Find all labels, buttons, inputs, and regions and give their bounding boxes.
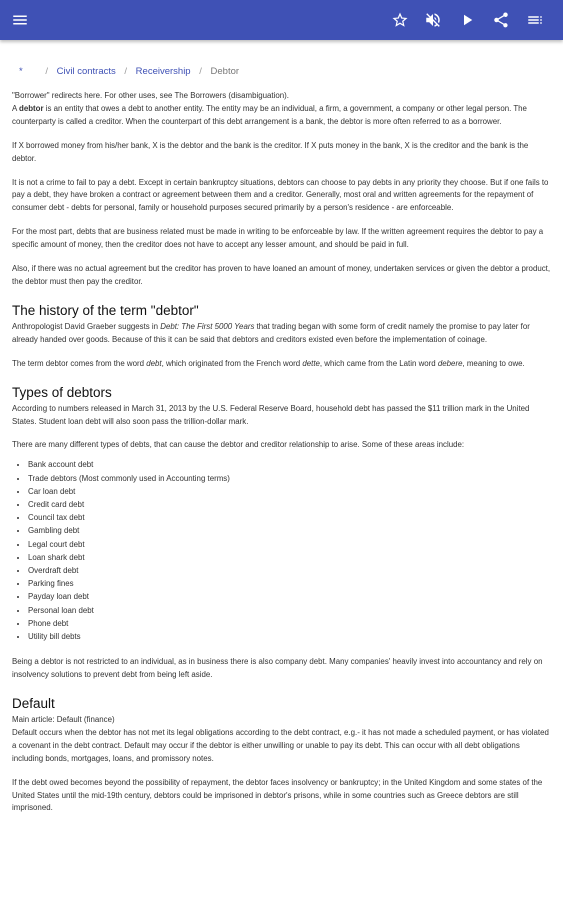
list-item: • Credit card debt — [28, 498, 552, 511]
list-item: • Phone debt — [28, 617, 552, 630]
breadcrumb-separator: / — [124, 66, 128, 77]
intro-term: debtor — [19, 103, 44, 113]
toc-icon[interactable] — [523, 8, 547, 32]
breadcrumb — [19, 66, 239, 77]
paragraph: Default occurs when the debtor has not met its legal obligations according to the debt contract, e.g.- it has not made a scheduled payment, or has violated a covenant in the debt contract. Default may occur if the debtor is either unwilling or unable to pay its debt. This can occur with all debt obligations including bonds, mortgages, loans, and promissory notes. — [12, 727, 549, 763]
list-item: • Trade debtors (Most commonly used in Accounting terms) — [28, 472, 552, 485]
list-item: • Payday loan debt — [28, 590, 552, 603]
list-item: • Parking fines — [28, 577, 552, 590]
mute-icon[interactable] — [421, 8, 445, 32]
list-item: • Personal loan debt — [28, 604, 552, 617]
list-item: • Gambling debt — [28, 524, 552, 537]
paragraph: The term debtor comes from the word debt, which originated from the French word dette, which came from the Latin word debere, meaning to owe. — [12, 358, 525, 368]
list-item: • Utility bill debts — [28, 630, 552, 643]
intro-paragraph: A debtor is an entity that owes a debt to another entity. The entity may be an individual, a firm, a government, a company or other legal person. The counterparty is called a creditor. When the counterpart of this debt arrangement is a bank, the debtor is more often referred to as a borrower. — [12, 103, 527, 126]
paragraph: If the debt owed becomes beyond the possibility of repayment, the debtor faces insolvency or bankruptcy; in the United Kingdom and some states of the United States until the mid-19th century, debtors could be imprisoned in debtor's prisons, while in some countries such as Greece debtors are still imprisoned. — [12, 777, 543, 813]
menu-icon[interactable] — [8, 8, 32, 32]
breadcrumb-separator: / — [199, 66, 202, 77]
list-item: • Bank account debt — [28, 458, 552, 471]
app-toolbar — [0, 0, 563, 40]
paragraph: Also, if there was no actual agreement but the creditor has proven to have loaned an amount of money, undertaken services or given the debtor a product, the debtor must then pay the creditor. — [12, 264, 551, 286]
list-item: • Legal court debt — [28, 538, 552, 551]
list-item: • Loan shark debt — [28, 551, 552, 564]
paragraph: According to numbers released in March 31, 2013 by the U.S. Federal Reserve Board, household debt has passed the $11 trillion mark in the United States. Student loan debt will also soon pass the trillion-dollar mark. — [12, 403, 530, 426]
debt-types-list — [12, 458, 552, 643]
breadcrumb-item-receivership[interactable]: Receivership — [135, 66, 191, 77]
list-item: • Council tax debt — [28, 511, 552, 524]
article-body — [12, 90, 552, 826]
breadcrumb-separator: / — [45, 66, 48, 77]
breadcrumb-current: Debtor — [210, 66, 240, 77]
paragraph: If X borrowed money from his/her bank, X is the debtor and the bank is the creditor. If X puts money in the bank, X is the creditor and the bank is the debtor. — [12, 140, 529, 163]
play-icon[interactable] — [455, 8, 479, 32]
paragraph: Anthropologist David Graeber suggests in Debt: The First 5000 Years that trading began with some form of credit namely the promise to pay later for already handed over goods. Because of this it can be said that debtors and creditors existed even before the implementation of coinage. — [12, 321, 530, 344]
share-icon[interactable] — [489, 8, 513, 32]
paragraph: It is not a crime to fail to pay a debt. Except in certain bankruptcy situations, debtors can choose to pay debts in any priority they choose. But if one fails to pay a debt, they have broken a contract or agreement between them and a creditor. Generally, most oral and written agreements for the repayment of consumer debt - debts for personal, family or household purposes secured primarily by a person's residence - are enforceable. — [12, 177, 549, 213]
breadcrumb-item-civil-contracts[interactable]: Civil contracts — [56, 66, 116, 77]
section-heading-history: The history of the term "debtor" — [12, 302, 199, 318]
list-item: • Overdraft debt — [28, 564, 552, 577]
paragraph: There are many different types of debts, that can cause the debtor and creditor relationship to arise. Some of these areas include: — [12, 440, 465, 450]
star-icon[interactable] — [388, 8, 412, 32]
hatnote[interactable]: "Borrower" redirects here. For other uses, see The Borrowers (disambiguation). — [12, 91, 289, 100]
book-title[interactable]: Debt: The First 5000 Years — [160, 321, 255, 331]
list-item: • Car loan debt — [28, 485, 552, 498]
breadcrumb-home[interactable]: * — [19, 66, 23, 77]
section-heading-default: Default — [12, 695, 55, 711]
paragraph: Being a debtor is not restricted to an individual, as in business there is also company debt. Many companies' heavily invest into accountancy and rely on insolvency solutions to prevent debt from being left aside. — [12, 657, 543, 680]
main-article-link[interactable]: Main article: Default (finance) — [12, 714, 115, 724]
section-heading-types: Types of debtors — [12, 384, 112, 400]
paragraph: For the most part, debts that are business related must be made in writing to be enforceable by law. If the written agreement requires the debtor to pay a specific amount of money, then the creditor does not have to accept any lesser amount, and should be paid in full. — [12, 227, 544, 250]
